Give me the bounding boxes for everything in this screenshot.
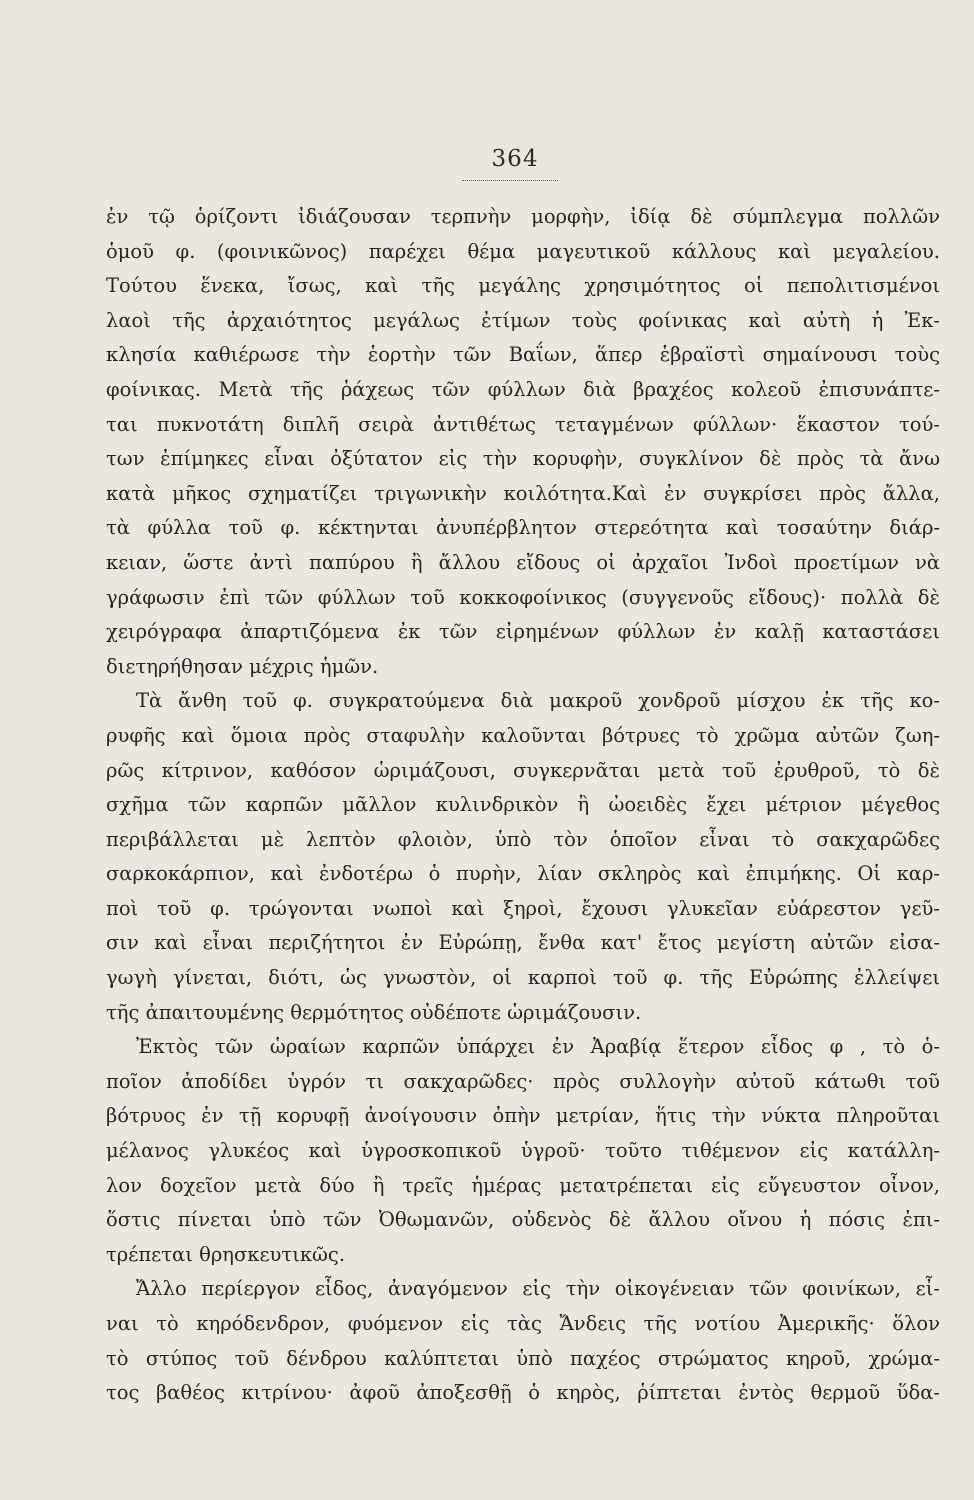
text-line: τος βαθέος κιτρίνου· ἀφοῦ ἀποξεσθῇ ὁ κηρὸς, ῥίπτεται ἐντὸς θερμοῦ ὕδα- <box>106 1381 940 1405</box>
page-number-rule <box>462 180 558 181</box>
text-line: κατὰ μῆκος σχηματίζει τριγωνικὴν κοιλότητα.Καὶ ἐν συγκρίσει πρὸς ἄλλα, <box>106 481 940 505</box>
text-line: χειρόγραφα ἀπαρτιζόμενα ἐκ τῶν εἰρημένων φύλλων ἐν καλῇ καταστάσει <box>106 620 940 644</box>
text-line: Ἄλλο περίεργον εἶδος, ἀναγόμενον εἰς τὴν οἰκογένειαν τῶν φοινίκων, εἶ- <box>136 1277 940 1301</box>
text-line: ἐν τῷ ὁρίζοντι ἰδιάζουσαν τερπνὴν μορφὴν, ἰδίᾳ δὲ σύμπλεγμα πολλῶν <box>106 205 940 228</box>
text-line: τρέπεται θρησκευτικῶς. <box>106 1242 346 1266</box>
text-line: σιν καὶ εἶναι περιζήτητοι ἐν Εὐρώπῃ, ἔνθα κατ' ἔτος μεγίστη αὐτῶν εἰσα- <box>106 931 940 955</box>
text-line: ρυφῆς καὶ ὅμοια πρὸς σταφυλὴν καλοῦνται βότρυες τὸ χρῶμα αὐτῶν ζωη- <box>106 723 940 747</box>
text-line: κειαν, ὥστε ἀντὶ παπύρου ἢ ἄλλου εἴδους οἱ ἀρχαῖοι Ἰνδοὶ προετίμων νὰ <box>106 550 940 574</box>
text-line: ὅστις πίνεται ὑπὸ τῶν Ὀθωμανῶν, οὐδενὸς δὲ ἄλλου οἴνου ἡ πόσις ἐπι- <box>106 1208 940 1232</box>
text-line: σχῆμα τῶν καρπῶν μᾶλλον κυλινδρικὸν ἢ ὠοειδὲς ἔχει μέτριον μέγεθος <box>106 793 940 817</box>
text-line: Τὰ ἄνθη τοῦ φ. συγκρατούμενα διὰ μακροῦ χονδροῦ μίσχου ἐκ τῆς κο- <box>136 689 940 713</box>
text-line: Ἐκτὸς τῶν ὡραίων καρπῶν ὑπάρχει ἐν Ἀραβίᾳ ἕτερον εἶδος φ , τὸ ὁ- <box>136 1035 940 1059</box>
body-text <box>106 200 940 1411</box>
text-line: λον δοχεῖον μετὰ δύο ἢ τρεῖς ἡμέρας μετατρέπεται εἰς εὔγευστον οἶνον, <box>106 1173 940 1197</box>
text-line: τῆς ἀπαιτουμένης θερμότητος οὐδέποτε ὡριμάζουσιν. <box>106 1000 642 1024</box>
text-line: κλησία καθιέρωσε τὴν ἑορτὴν τῶν Βαΐων, ἅπερ ἑβραϊστὶ σημαίνουσι τοὺς <box>106 343 940 367</box>
text-line: ποῖον ἀποδίδει ὑγρόν τι σακχαρῶδες· πρὸς συλλογὴν αὐτοῦ κάτωθι τοῦ <box>106 1069 940 1093</box>
text-line: γράφωσιν ἐπὶ τῶν φύλλων τοῦ κοκκοφοίνικος (συγγενοῦς εἴδους)· πολλὰ δὲ <box>106 585 940 609</box>
text-line: βότρυος ἐν τῇ κορυφῇ ἀνοίγουσιν ὀπὴν μετρίαν, ἥτις τὴν νύκτα πληροῦται <box>106 1104 940 1128</box>
text-line: φοίνικας. Μετὰ τῆς ῥάχεως τῶν φύλλων διὰ βραχέος κολεοῦ ἐπισυνάπτε- <box>106 377 940 401</box>
text-line: Τούτου ἕνεκα, ἴσως, καὶ τῆς μεγάλης χρησιμότητος οἱ πεπολιτισμένοι <box>106 274 940 298</box>
text-line: σαρκοκάρπιον, καὶ ἐνδοτέρω ὁ πυρὴν, λίαν σκληρὸς καὶ ἐπιμήκης. Οἱ καρ- <box>106 862 940 886</box>
text-line: λαοὶ τῆς ἀρχαιότητος μεγάλως ἐτίμων τοὺς φοίνικας καὶ αὐτὴ ἡ Ἐκ- <box>106 308 940 332</box>
text-line: ὁμοῦ φ. (φοινικῶνος) παρέχει θέμα μαγευτικοῦ κάλλους καὶ μεγαλείου. <box>106 239 940 263</box>
text-line: ποὶ τοῦ φ. τρώγονται νωποὶ καὶ ξηροὶ, ἔχουσι γλυκεῖαν εὐάρεστον γεῦ- <box>106 896 940 920</box>
page-number: 364 <box>491 146 539 172</box>
text-line: τὸ στύπος τοῦ δένδρου καλύπτεται ὑπὸ παχέος στρώματος κηροῦ, χρώμα- <box>106 1346 940 1370</box>
text-line: περιβάλλεται μὲ λεπτὸν φλοιὸν, ὑπὸ τὸν ὁποῖον εἶναι τὸ σακχαρῶδες <box>106 827 940 851</box>
text-line: διετηρήθησαν μέχρις ἡμῶν. <box>106 654 379 678</box>
text-line: μέλανος γλυκέος καὶ ὑγροσκοπικοῦ ὑγροῦ· τοῦτο τιθέμενον εἰς κατάλλη- <box>106 1139 940 1163</box>
text-line: ναι τὸ κηρόδενδρον, φυόμενον εἰς τὰς Ἄνδεις τῆς νοτίου Ἀμερικῆς· ὅλον <box>106 1312 940 1335</box>
text-line: γωγὴ γίνεται, διότι, ὡς γνωστὸν, οἱ καρποὶ τοῦ φ. τῆς Εὐρώπης ἐλλείψει <box>106 966 940 990</box>
text-line: ται πυκνοτάτη διπλῆ σειρὰ ἀντιθέτως τεταγμένων φύλλων· ἕκαστον τού- <box>106 412 940 436</box>
text-line: ρῶς κίτρινον, καθόσον ὡριμάζουσι, συγκερνᾶται μετὰ τοῦ ἐρυθροῦ, τὸ δὲ <box>106 758 940 782</box>
text-line: τὰ φύλλα τοῦ φ. κέκτηνται ἀνυπέρβλητον στερεότητα καὶ τοσαύτην διάρ- <box>106 516 940 540</box>
text-line: των ἐπίμηκες εἶναι ὀξύτατον εἰς τὴν κορυφὴν, συγκλίνον δὲ πρὸς τὰ ἄνω <box>106 447 940 471</box>
